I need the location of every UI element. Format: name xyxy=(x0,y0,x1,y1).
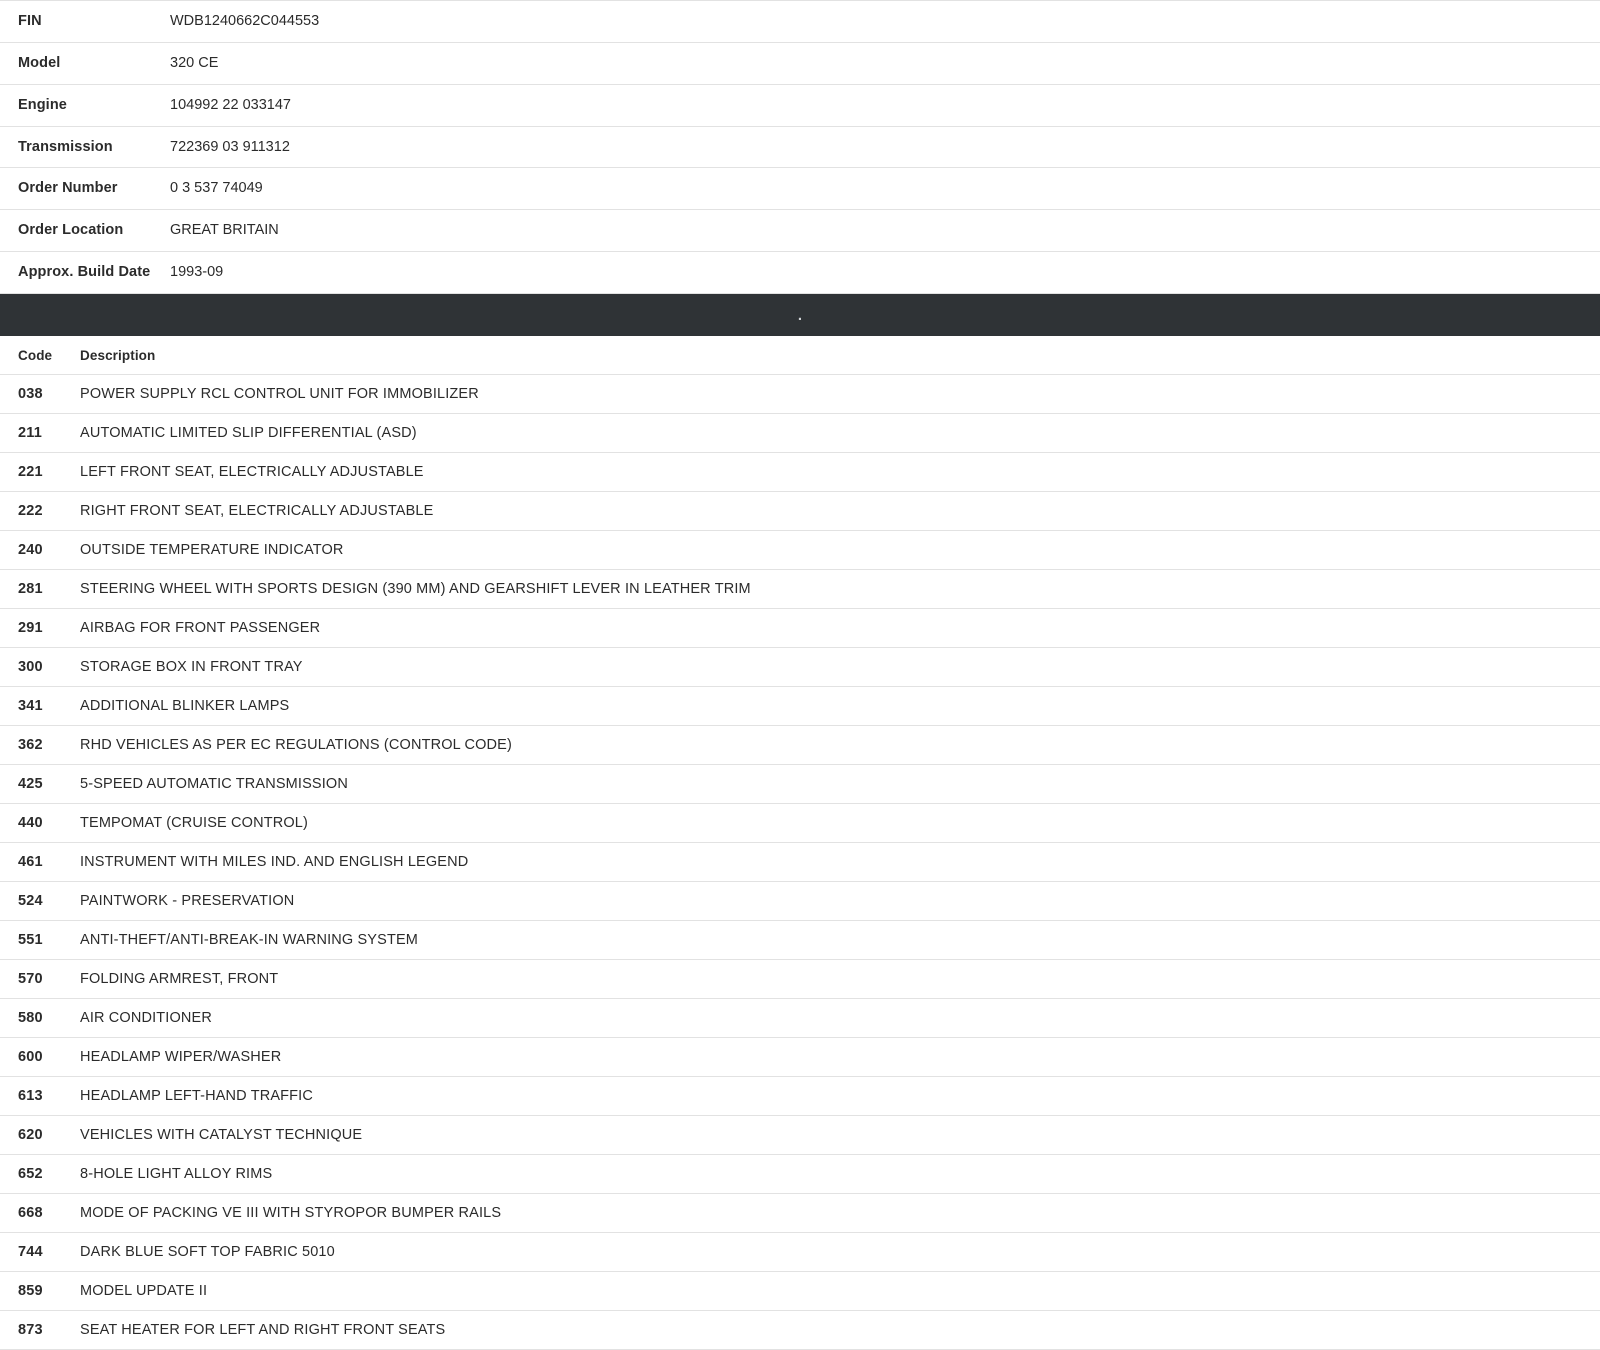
spec-label: Order Location xyxy=(18,222,124,239)
table-row xyxy=(0,959,1600,998)
table-row xyxy=(0,1037,1600,1076)
option-description: HEADLAMP WIPER/WASHER xyxy=(80,1037,1600,1076)
option-description: HEADLAMP LEFT-HAND TRAFFIC xyxy=(80,1076,1600,1115)
spec-value: 104992 22 033147 xyxy=(170,96,291,113)
table-row xyxy=(0,1076,1600,1115)
spec-value: 722369 03 911312 xyxy=(170,138,290,155)
spec-label: Order Number xyxy=(18,180,118,197)
option-description: INSTRUMENT WITH MILES IND. AND ENGLISH LEGEND xyxy=(80,842,1600,881)
option-description: MODE OF PACKING VE III WITH STYROPOR BUMPER RAILS xyxy=(80,1193,1600,1232)
option-description: RIGHT FRONT SEAT, ELECTRICALLY ADJUSTABLE xyxy=(80,491,1600,530)
option-description: FOLDING ARMREST, FRONT xyxy=(80,959,1600,998)
table-row xyxy=(0,803,1600,842)
option-description: MODEL UPDATE II xyxy=(80,1271,1600,1310)
table-row xyxy=(0,1310,1600,1349)
band-label: . xyxy=(797,307,803,325)
option-code: 461 xyxy=(0,842,80,881)
spec-row xyxy=(0,42,1600,84)
table-row xyxy=(0,1154,1600,1193)
spec-value: 1993-09 xyxy=(170,264,224,281)
table-row xyxy=(0,725,1600,764)
table-row xyxy=(0,881,1600,920)
table-row xyxy=(0,569,1600,608)
table-header-row xyxy=(0,336,1600,375)
spec-label: Engine xyxy=(18,96,67,113)
column-header-description: Description xyxy=(80,336,1600,375)
option-description: 8-HOLE LIGHT ALLOY RIMS xyxy=(80,1154,1600,1193)
spec-row xyxy=(0,1,1600,43)
spec-row xyxy=(0,168,1600,210)
option-description: OUTSIDE TEMPERATURE INDICATOR xyxy=(80,530,1600,569)
option-code: 425 xyxy=(0,764,80,803)
option-description: VEHICLES WITH CATALYST TECHNIQUE xyxy=(80,1115,1600,1154)
option-code: 620 xyxy=(0,1115,80,1154)
option-description: AIR CONDITIONER xyxy=(80,998,1600,1037)
option-code: 570 xyxy=(0,959,80,998)
option-description: ANTI-THEFT/ANTI-BREAK-IN WARNING SYSTEM xyxy=(80,920,1600,959)
option-description: STEERING WHEEL WITH SPORTS DESIGN (390 MM) AND GEARSHIFT LEVER IN LEATHER TRIM xyxy=(80,569,1600,608)
option-description: ADDITIONAL BLINKER LAMPS xyxy=(80,686,1600,725)
option-code: 524 xyxy=(0,881,80,920)
option-codes-header xyxy=(0,336,1600,375)
vehicle-spec-body xyxy=(0,1,1600,294)
option-code: 221 xyxy=(0,452,80,491)
option-code: 652 xyxy=(0,1154,80,1193)
option-description: SEAT HEATER FOR LEFT AND RIGHT FRONT SEATS xyxy=(80,1310,1600,1349)
vehicle-spec-table xyxy=(0,0,1600,294)
table-row xyxy=(0,452,1600,491)
table-row xyxy=(0,1232,1600,1271)
option-description: STORAGE BOX IN FRONT TRAY xyxy=(80,647,1600,686)
option-description: AUTOMATIC LIMITED SLIP DIFFERENTIAL (ASD) xyxy=(80,413,1600,452)
option-description: TEMPOMAT (CRUISE CONTROL) xyxy=(80,803,1600,842)
option-code: 668 xyxy=(0,1193,80,1232)
option-code: 341 xyxy=(0,686,80,725)
table-row xyxy=(0,647,1600,686)
option-code: 613 xyxy=(0,1076,80,1115)
option-description: 5-SPEED AUTOMATIC TRANSMISSION xyxy=(80,764,1600,803)
option-code: 300 xyxy=(0,647,80,686)
table-row xyxy=(0,686,1600,725)
spec-row xyxy=(0,252,1600,294)
column-header-code: Code xyxy=(0,336,80,375)
option-code: 038 xyxy=(0,374,80,413)
spec-label: Transmission xyxy=(18,138,113,155)
table-row xyxy=(0,1271,1600,1310)
option-description: POWER SUPPLY RCL CONTROL UNIT FOR IMMOBILIZER xyxy=(80,374,1600,413)
option-code: 222 xyxy=(0,491,80,530)
table-row xyxy=(0,1115,1600,1154)
spec-row xyxy=(0,210,1600,252)
spec-value: WDB1240662C044553 xyxy=(170,13,320,29)
option-code: 211 xyxy=(0,413,80,452)
spec-value: GREAT BRITAIN xyxy=(170,222,279,239)
option-code: 291 xyxy=(0,608,80,647)
option-code: 873 xyxy=(0,1310,80,1349)
table-row xyxy=(0,998,1600,1037)
option-code: 580 xyxy=(0,998,80,1037)
table-row xyxy=(0,842,1600,881)
table-row xyxy=(0,1193,1600,1232)
option-code: 281 xyxy=(0,569,80,608)
option-code: 240 xyxy=(0,530,80,569)
option-description: LEFT FRONT SEAT, ELECTRICALLY ADJUSTABLE xyxy=(80,452,1600,491)
spec-value: 0 3 537 74049 xyxy=(170,180,263,197)
option-description: RHD VEHICLES AS PER EC REGULATIONS (CONTROL CODE) xyxy=(80,725,1600,764)
table-row xyxy=(0,920,1600,959)
spec-row xyxy=(0,84,1600,126)
table-row xyxy=(0,413,1600,452)
section-divider-band xyxy=(0,294,1600,336)
option-code: 744 xyxy=(0,1232,80,1271)
table-row xyxy=(0,764,1600,803)
option-codes-body xyxy=(0,374,1600,1349)
spec-row xyxy=(0,126,1600,168)
table-row xyxy=(0,374,1600,413)
option-code: 440 xyxy=(0,803,80,842)
option-code: 362 xyxy=(0,725,80,764)
option-code: 859 xyxy=(0,1271,80,1310)
option-code: 600 xyxy=(0,1037,80,1076)
spec-label: Approx. Build Date xyxy=(18,264,151,281)
spec-value: 320 CE xyxy=(170,54,219,71)
option-description: AIRBAG FOR FRONT PASSENGER xyxy=(80,608,1600,647)
option-codes-table xyxy=(0,336,1600,1350)
option-code: 551 xyxy=(0,920,80,959)
option-description: PAINTWORK - PRESERVATION xyxy=(80,881,1600,920)
spec-label: FIN xyxy=(18,13,42,29)
option-description: DARK BLUE SOFT TOP FABRIC 5010 xyxy=(80,1232,1600,1271)
table-row xyxy=(0,530,1600,569)
spec-label: Model xyxy=(18,54,61,71)
table-row xyxy=(0,491,1600,530)
table-row xyxy=(0,608,1600,647)
